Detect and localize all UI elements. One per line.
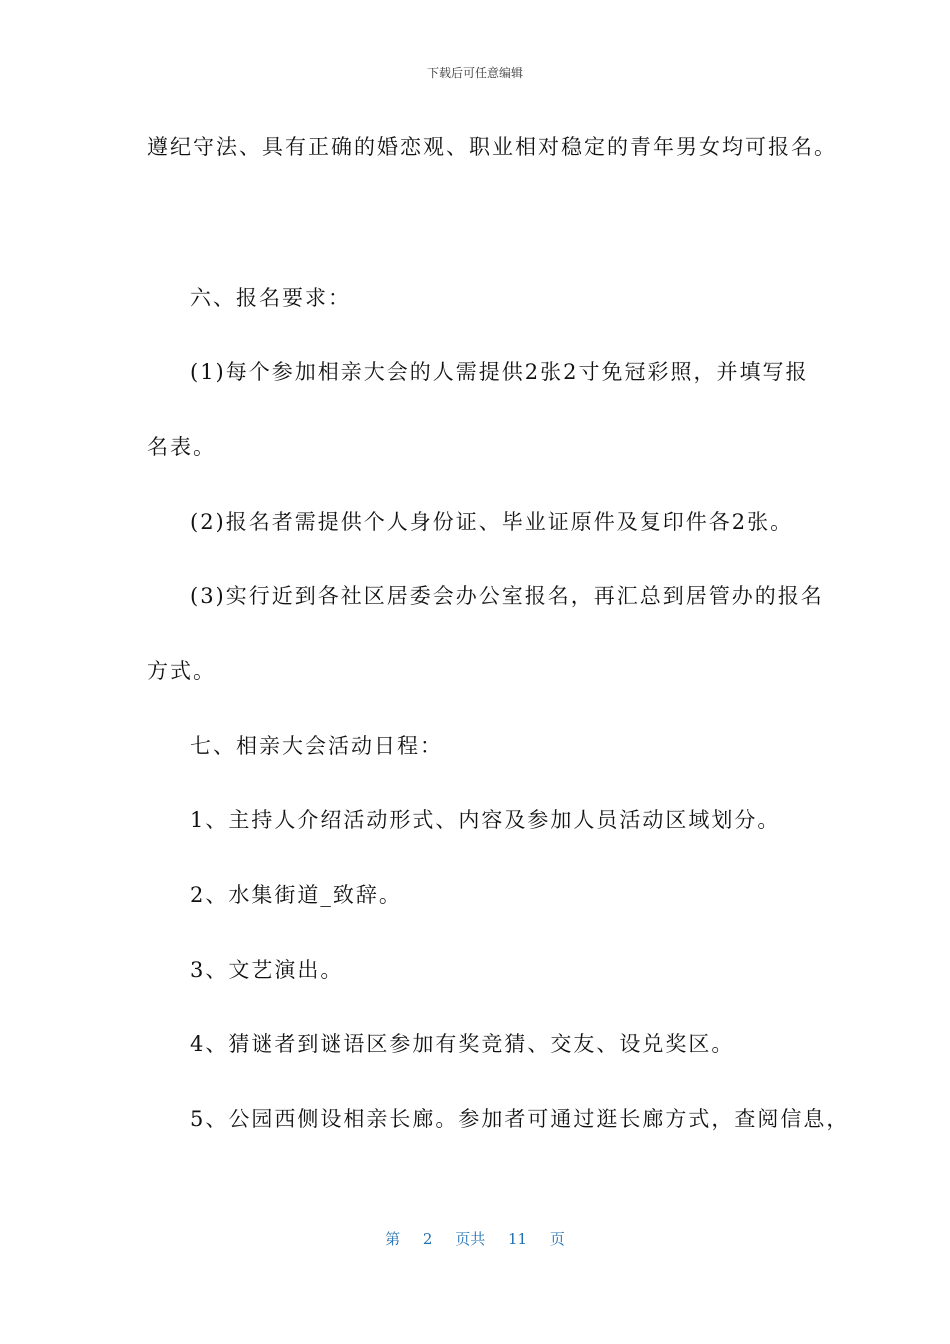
paragraph-line: 方式。 xyxy=(147,659,216,683)
total-page-count: 11 xyxy=(508,1230,528,1248)
paragraph-line: (2)报名者需提供个人身份证、毕业证原件及复印件各2张。 xyxy=(190,510,794,534)
section-heading: 七、相亲大会活动日程： xyxy=(190,734,443,758)
paragraph-line: (1)每个参加相亲大会的人需提供2张2寸免冠彩照，并填写报 xyxy=(190,360,809,384)
list-item: 4、猜谜者到谜语区参加有奖竞猜、交友、设兑奖区。 xyxy=(190,1032,735,1056)
footer-middle: 页共 xyxy=(455,1230,486,1248)
paragraph-line: 遵纪守法、具有正确的婚恋观、职业相对稳定的青年男女均可报名。 xyxy=(147,135,837,159)
footer-prefix: 第 xyxy=(385,1230,401,1248)
list-item: 1、主持人介绍活动形式、内容及参加人员活动区域划分。 xyxy=(190,808,781,832)
current-page-number: 2 xyxy=(422,1230,433,1248)
section-heading: 六、报名要求： xyxy=(190,286,351,310)
footer-suffix: 页 xyxy=(549,1230,565,1248)
list-item: 2、水集街道_致辞。 xyxy=(190,883,402,907)
list-item: 5、公园西侧设相亲长廊。参加者可通过逛长廊方式，查阅信息， xyxy=(190,1107,850,1131)
paragraph-line: 名表。 xyxy=(147,435,216,459)
page-footer xyxy=(0,1228,950,1249)
paragraph-line: (3)实行近到各社区居委会办公室报名，再汇总到居管办的报名 xyxy=(190,584,824,608)
header-note: 下载后可任意编辑 xyxy=(426,66,523,80)
list-item: 3、文艺演出。 xyxy=(190,958,344,982)
